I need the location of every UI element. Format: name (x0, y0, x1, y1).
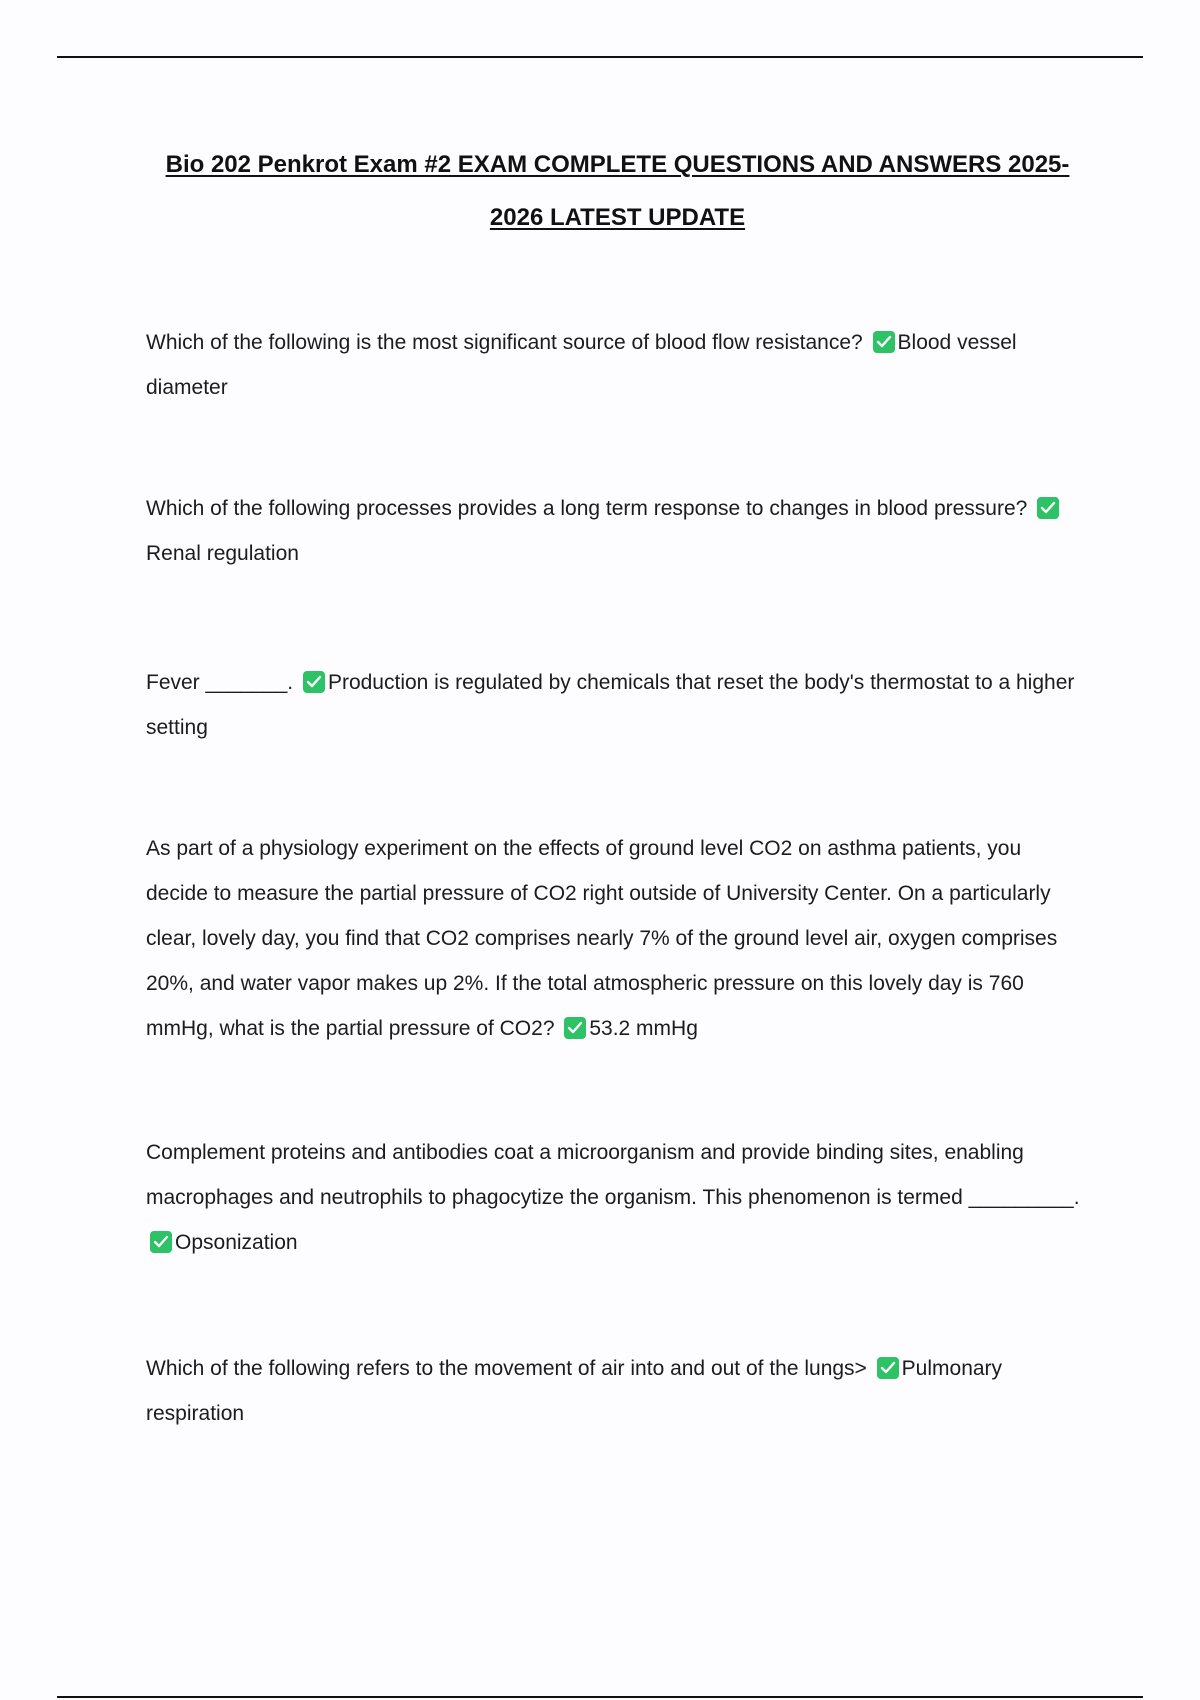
qa-item-4 (146, 826, 1086, 1051)
check-mark-icon (873, 331, 895, 353)
top-rule (57, 56, 1143, 58)
check-mark-icon (1037, 497, 1059, 519)
qa-item-2 (146, 486, 1086, 576)
qa-item-6 (146, 1346, 1086, 1436)
answer-text: Production is regulated by chemicals that reset the body's thermostat to a higher setting (146, 671, 1075, 739)
answer-text: Pulmonary respiration (146, 1357, 1003, 1425)
qa-item-1 (146, 320, 1086, 410)
question-text: Fever _______. (146, 671, 294, 694)
answer-text: Opsonization (175, 1231, 298, 1254)
question-text: Which of the following processes provides a long term response to changes in blood pressure? (146, 497, 1028, 520)
check-mark-icon (303, 671, 325, 693)
question-text: As part of a physiology experiment on the effects of ground level CO2 on asthma patients, you decide to measure the partial pressure of CO2 right outside of University Center. On a particularly clear, lovely day, you find that CO2 comprises nearly 7% of the ground level air, oxygen comprises 20%, and water vapor makes up 2%. If the total atmospheric pressure on this lovely day is 760 mmHg, what is the partial pressure of CO2? (146, 837, 1058, 1040)
answer-text: Renal regulation (146, 542, 299, 565)
answer-text: Blood vessel diameter (146, 331, 1017, 399)
question-text: Which of the following refers to the movement of air into and out of the lungs> (146, 1357, 867, 1380)
bottom-rule (57, 1696, 1143, 1698)
check-mark-icon (877, 1357, 899, 1379)
check-mark-icon (564, 1017, 586, 1039)
question-text: Which of the following is the most significant source of blood flow resistance? (146, 331, 863, 354)
qa-item-3 (146, 660, 1086, 750)
check-mark-icon (150, 1231, 172, 1253)
question-text: Complement proteins and antibodies coat a microorganism and provide binding sites, enabling macrophages and neutrophils to phagocytize the organism. This phenomenon is termed _________. (146, 1141, 1080, 1209)
page-title: Bio 202 Penkrot Exam #2 EXAM COMPLETE QUESTIONS AND ANSWERS 2025-2026 LATEST UPDATE (165, 151, 1070, 231)
qa-item-5 (146, 1130, 1086, 1265)
answer-text: 53.2 mmHg (589, 1017, 698, 1040)
